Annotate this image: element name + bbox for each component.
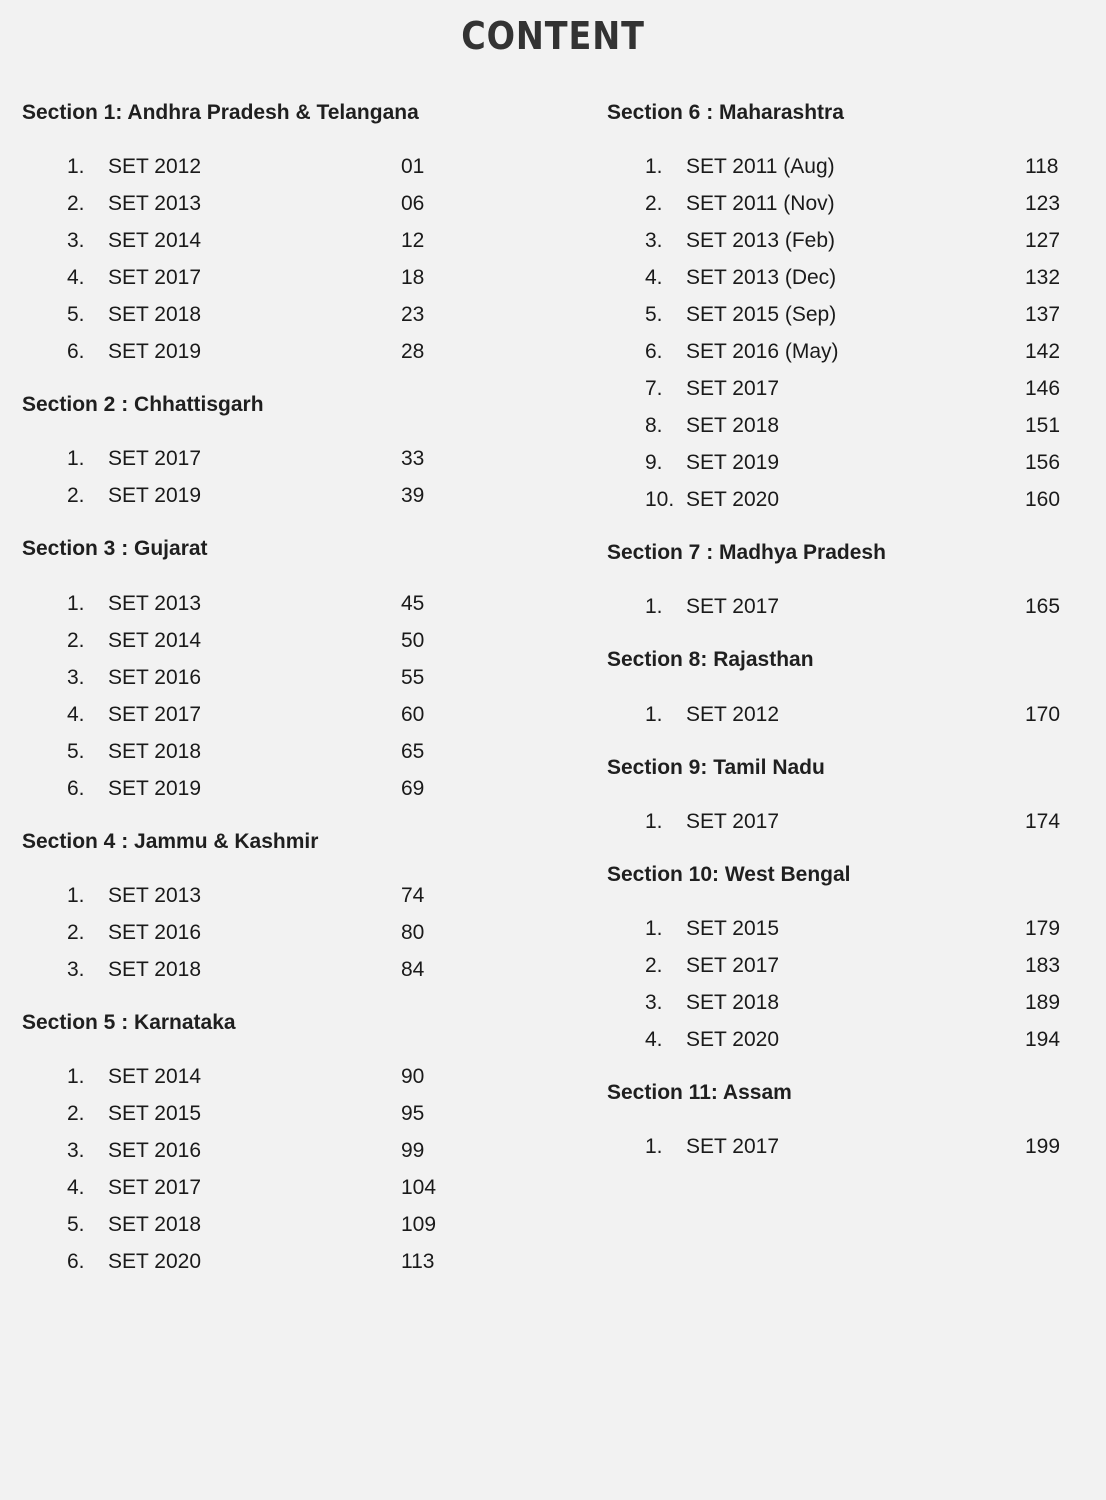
toc-entry-list bbox=[22, 585, 560, 807]
toc-entry-label: SET 2012 bbox=[108, 155, 202, 179]
toc-entry-list bbox=[607, 910, 1106, 1058]
toc-entry[interactable] bbox=[645, 296, 1106, 333]
toc-entry-list bbox=[22, 440, 560, 514]
spacer bbox=[607, 780, 1106, 803]
spacer bbox=[607, 625, 1106, 647]
toc-entry-page-number: 33 bbox=[401, 447, 425, 471]
toc-entry-page-number: 132 bbox=[1025, 266, 1061, 290]
toc-section bbox=[607, 755, 1106, 862]
toc-entry[interactable] bbox=[645, 803, 1106, 840]
toc-entry-page-number: 194 bbox=[1025, 1027, 1061, 1051]
toc-entry-page-number: 80 bbox=[401, 920, 425, 944]
spacer bbox=[607, 518, 1106, 540]
toc-entry-page-number: 50 bbox=[401, 628, 425, 652]
toc-entry-page-number: 183 bbox=[1025, 953, 1061, 977]
toc-entry[interactable] bbox=[645, 185, 1106, 222]
toc-entry[interactable] bbox=[67, 951, 560, 988]
toc-entry-page-number: 199 bbox=[1025, 1135, 1061, 1159]
toc-section bbox=[22, 536, 560, 828]
toc-entry-label: SET 2015 (Sep) bbox=[686, 303, 837, 327]
spacer bbox=[22, 370, 560, 392]
toc-entry[interactable] bbox=[67, 333, 560, 370]
toc-entry[interactable] bbox=[645, 1128, 1106, 1165]
toc-entry-number: 4. bbox=[67, 1175, 85, 1199]
toc-entry[interactable] bbox=[67, 696, 560, 733]
toc-entry[interactable] bbox=[645, 910, 1106, 947]
toc-entry-label: SET 2016 (May) bbox=[686, 340, 839, 364]
toc-entry[interactable] bbox=[67, 914, 560, 951]
toc-entry-number: 2. bbox=[67, 192, 85, 216]
content-columns bbox=[0, 58, 1106, 1280]
toc-entry[interactable] bbox=[645, 1021, 1106, 1058]
toc-entry-label: SET 2019 bbox=[108, 484, 202, 508]
toc-entry-label: SET 2015 bbox=[686, 916, 780, 940]
toc-entry[interactable] bbox=[645, 148, 1106, 185]
toc-entry-label: SET 2019 bbox=[108, 776, 202, 800]
toc-entry[interactable] bbox=[645, 481, 1106, 518]
toc-entry-label: SET 2017 bbox=[108, 702, 202, 726]
toc-entry-label: SET 2017 bbox=[686, 595, 780, 619]
toc-entry-number: 10. bbox=[645, 488, 675, 512]
spacer bbox=[607, 565, 1106, 588]
toc-entry-page-number: 165 bbox=[1025, 595, 1061, 619]
toc-entry-number: 5. bbox=[67, 1212, 85, 1236]
toc-entry[interactable] bbox=[645, 947, 1106, 984]
toc-entry-number: 2. bbox=[67, 920, 85, 944]
toc-entry-number: 6. bbox=[67, 340, 85, 364]
toc-entry[interactable] bbox=[645, 407, 1106, 444]
toc-entry-label: SET 2017 bbox=[108, 1175, 202, 1199]
toc-entry[interactable] bbox=[67, 877, 560, 914]
toc-entry-label: SET 2017 bbox=[686, 809, 780, 833]
section-heading: Section 9: Tamil Nadu bbox=[607, 755, 825, 779]
toc-entry-label: SET 2016 bbox=[108, 920, 202, 944]
toc-entry-label: SET 2017 bbox=[108, 447, 202, 471]
toc-entry-label: SET 2013 bbox=[108, 192, 202, 216]
toc-section bbox=[22, 829, 560, 1010]
toc-entry[interactable] bbox=[67, 733, 560, 770]
toc-entry-page-number: 12 bbox=[401, 229, 425, 253]
toc-entry-page-number: 118 bbox=[1025, 155, 1059, 179]
toc-entry-page-number: 95 bbox=[401, 1101, 425, 1125]
toc-section bbox=[22, 1010, 560, 1280]
spacer bbox=[607, 125, 1106, 148]
toc-entry[interactable] bbox=[67, 477, 560, 514]
toc-entry-number: 5. bbox=[67, 739, 85, 763]
toc-entry-list bbox=[607, 696, 1106, 733]
toc-entry[interactable] bbox=[67, 622, 560, 659]
section-heading: Section 5 : Karnataka bbox=[22, 1010, 236, 1034]
toc-entry-page-number: 160 bbox=[1025, 488, 1061, 512]
toc-entry-page-number: 74 bbox=[401, 883, 425, 907]
toc-entry-label: SET 2020 bbox=[686, 488, 780, 512]
toc-entry-page-number: 45 bbox=[401, 591, 425, 615]
toc-entry-label: SET 2013 bbox=[108, 591, 202, 615]
section-heading: Section 6 : Maharashtra bbox=[607, 101, 844, 124]
toc-entry-label: SET 2018 bbox=[686, 414, 780, 438]
toc-entry[interactable] bbox=[67, 222, 560, 259]
toc-entry-number: 2. bbox=[67, 628, 85, 652]
toc-entry[interactable] bbox=[645, 696, 1106, 733]
toc-entry-page-number: 156 bbox=[1025, 451, 1061, 475]
toc-entry-label: SET 2016 bbox=[108, 1138, 202, 1162]
spacer bbox=[22, 417, 560, 440]
toc-entry-page-number: 84 bbox=[401, 957, 425, 981]
toc-entry-label: SET 2020 bbox=[108, 1249, 202, 1273]
toc-entry-label: SET 2014 bbox=[108, 628, 202, 652]
toc-entry[interactable] bbox=[67, 770, 560, 807]
toc-entry-number: 6. bbox=[67, 1249, 85, 1273]
toc-entry-page-number: 189 bbox=[1025, 990, 1061, 1014]
toc-entry[interactable] bbox=[67, 1095, 560, 1132]
toc-entry-page-number: 146 bbox=[1025, 377, 1061, 401]
spacer bbox=[22, 988, 560, 1010]
toc-entry-number: 9. bbox=[645, 451, 663, 475]
toc-section bbox=[607, 647, 1106, 754]
toc-entry-label: SET 2017 bbox=[686, 377, 780, 401]
section-heading: Section 7 : Madhya Pradesh bbox=[607, 541, 886, 565]
toc-entry-number: 1. bbox=[645, 916, 663, 940]
toc-entry-label: SET 2018 bbox=[686, 990, 780, 1014]
toc-entry-label: SET 2014 bbox=[108, 229, 202, 253]
toc-entry-label: SET 2018 bbox=[108, 739, 202, 763]
toc-entry[interactable] bbox=[67, 1243, 560, 1280]
toc-entry-number: 1. bbox=[645, 702, 663, 726]
toc-entry-page-number: 174 bbox=[1025, 809, 1061, 833]
toc-entry-page-number: 109 bbox=[401, 1212, 437, 1236]
toc-entry-page-number: 99 bbox=[401, 1138, 425, 1162]
toc-entry-number: 4. bbox=[67, 702, 85, 726]
section-heading: Section 1: Andhra Pradesh & Telangana bbox=[22, 101, 419, 124]
toc-entry-page-number: 69 bbox=[401, 776, 425, 800]
toc-entry-number: 3. bbox=[67, 1138, 85, 1162]
spacer bbox=[22, 514, 560, 536]
toc-entry[interactable] bbox=[67, 1132, 560, 1169]
section-heading: Section 10: West Bengal bbox=[607, 862, 851, 886]
toc-entry-page-number: 39 bbox=[401, 484, 425, 508]
toc-entry-number: 1. bbox=[645, 1135, 663, 1159]
toc-entry-label: SET 2011 (Aug) bbox=[686, 155, 835, 179]
toc-entry-label: SET 2019 bbox=[108, 340, 202, 364]
toc-entry[interactable] bbox=[67, 1058, 560, 1095]
spacer bbox=[607, 673, 1106, 696]
toc-entry-number: 3. bbox=[67, 229, 85, 253]
toc-entry[interactable] bbox=[67, 259, 560, 296]
spacer bbox=[22, 562, 560, 585]
toc-entry-number: 2. bbox=[67, 484, 85, 508]
toc-entry[interactable] bbox=[67, 1169, 560, 1206]
content-column-right bbox=[560, 100, 1106, 1165]
toc-section bbox=[607, 100, 1106, 540]
toc-entry-number: 1. bbox=[67, 447, 85, 471]
toc-entry-label: SET 2013 (Dec) bbox=[686, 266, 837, 290]
toc-entry-page-number: 55 bbox=[401, 665, 425, 689]
spacer bbox=[607, 1058, 1106, 1080]
toc-entry-page-number: 18 bbox=[401, 266, 425, 290]
toc-entry-page-number: 01 bbox=[401, 155, 425, 179]
toc-entry-page-number: 28 bbox=[401, 340, 425, 364]
spacer bbox=[22, 1035, 560, 1058]
toc-entry-label: SET 2016 bbox=[108, 665, 202, 689]
toc-entry-list bbox=[607, 803, 1106, 840]
toc-entry-label: SET 2011 (Nov) bbox=[686, 192, 835, 216]
content-column-left bbox=[0, 100, 560, 1280]
toc-entry-number: 4. bbox=[67, 266, 85, 290]
toc-entry[interactable] bbox=[645, 333, 1106, 370]
toc-entry-label: SET 2014 bbox=[108, 1064, 202, 1088]
toc-entry-list bbox=[22, 1058, 560, 1280]
toc-section bbox=[607, 540, 1106, 647]
toc-entry-number: 2. bbox=[645, 953, 663, 977]
toc-entry[interactable] bbox=[67, 1206, 560, 1243]
toc-entry-number: 3. bbox=[67, 957, 85, 981]
toc-entry-number: 4. bbox=[645, 1027, 663, 1051]
toc-entry-label: SET 2018 bbox=[108, 303, 202, 327]
toc-entry-list bbox=[607, 588, 1106, 625]
toc-entry-list bbox=[22, 877, 560, 988]
toc-section bbox=[22, 100, 560, 392]
toc-entry[interactable] bbox=[67, 148, 560, 185]
spacer bbox=[607, 1105, 1106, 1128]
toc-entry-label: SET 2017 bbox=[686, 1135, 780, 1159]
spacer bbox=[22, 807, 560, 829]
toc-entry-number: 1. bbox=[67, 883, 85, 907]
toc-section bbox=[607, 1080, 1106, 1165]
toc-entry-number: 5. bbox=[645, 303, 663, 327]
toc-entry-page-number: 113 bbox=[401, 1249, 435, 1273]
section-heading: Section 11: Assam bbox=[607, 1080, 792, 1104]
toc-entry-list bbox=[22, 148, 560, 370]
toc-entry-number: 2. bbox=[645, 192, 663, 216]
toc-entry-number: 6. bbox=[67, 776, 85, 800]
toc-entry-number: 1. bbox=[67, 155, 85, 179]
toc-entry-number: 1. bbox=[645, 155, 663, 179]
toc-entry-page-number: 90 bbox=[401, 1064, 425, 1088]
toc-entry-page-number: 23 bbox=[401, 303, 425, 327]
spacer bbox=[607, 733, 1106, 755]
toc-entry[interactable] bbox=[645, 588, 1106, 625]
toc-entry-label: SET 2018 bbox=[108, 957, 202, 981]
toc-entry[interactable] bbox=[645, 370, 1106, 407]
toc-entry-number: 1. bbox=[67, 1064, 85, 1088]
toc-entry-page-number: 137 bbox=[1025, 303, 1061, 327]
toc-entry-page-number: 127 bbox=[1025, 229, 1061, 253]
toc-entry[interactable] bbox=[67, 440, 560, 477]
toc-entry-number: 6. bbox=[645, 340, 663, 364]
spacer bbox=[22, 125, 560, 148]
toc-entry-label: SET 2018 bbox=[108, 1212, 202, 1236]
toc-entry-page-number: 151 bbox=[1025, 414, 1061, 438]
section-heading: Section 2 : Chhattisgarh bbox=[22, 393, 264, 417]
toc-entry-label: SET 2017 bbox=[108, 266, 202, 290]
toc-entry[interactable] bbox=[67, 585, 560, 622]
toc-entry-page-number: 06 bbox=[401, 192, 425, 216]
toc-entry[interactable] bbox=[645, 259, 1106, 296]
toc-entry-number: 2. bbox=[67, 1101, 85, 1125]
toc-entry-page-number: 65 bbox=[401, 739, 425, 763]
toc-entry[interactable] bbox=[645, 444, 1106, 481]
spacer bbox=[607, 887, 1106, 910]
toc-entry-page-number: 104 bbox=[401, 1175, 437, 1199]
toc-entry-label: SET 2013 (Feb) bbox=[686, 229, 836, 253]
toc-entry-number: 8. bbox=[645, 414, 663, 438]
toc-entry-page-number: 123 bbox=[1025, 192, 1061, 216]
section-heading: Section 3 : Gujarat bbox=[22, 537, 208, 561]
toc-entry-page-number: 60 bbox=[401, 702, 425, 726]
toc-entry-number: 3. bbox=[645, 990, 663, 1014]
toc-entry-page-number: 170 bbox=[1025, 702, 1061, 726]
toc-entry-number: 5. bbox=[67, 303, 85, 327]
toc-entry-list bbox=[607, 148, 1106, 518]
section-heading: Section 4 : Jammu & Kashmir bbox=[22, 829, 319, 853]
toc-entry-number: 1. bbox=[67, 591, 85, 615]
toc-entry-label: SET 2012 bbox=[686, 702, 780, 726]
toc-entry-label: SET 2020 bbox=[686, 1027, 780, 1051]
toc-entry-number: 7. bbox=[645, 377, 663, 401]
toc-entry-number: 1. bbox=[645, 595, 663, 619]
toc-entry-label: SET 2013 bbox=[108, 883, 202, 907]
toc-entry-number: 3. bbox=[645, 229, 663, 253]
toc-entry-label: SET 2015 bbox=[108, 1101, 202, 1125]
page-title: CONTENT bbox=[461, 14, 645, 58]
toc-entry-list bbox=[607, 1128, 1106, 1165]
toc-entry[interactable] bbox=[645, 984, 1106, 1021]
spacer bbox=[607, 840, 1106, 862]
toc-entry-number: 1. bbox=[645, 809, 663, 833]
toc-entry[interactable] bbox=[67, 185, 560, 222]
toc-entry-page-number: 142 bbox=[1025, 340, 1061, 364]
spacer bbox=[22, 854, 560, 877]
toc-section bbox=[607, 862, 1106, 1080]
toc-entry-number: 3. bbox=[67, 665, 85, 689]
toc-entry-number: 4. bbox=[645, 266, 663, 290]
toc-entry-page-number: 179 bbox=[1025, 916, 1061, 940]
toc-entry[interactable] bbox=[645, 222, 1106, 259]
toc-entry-label: SET 2019 bbox=[686, 451, 780, 475]
section-heading: Section 8: Rajasthan bbox=[607, 648, 814, 672]
toc-entry[interactable] bbox=[67, 296, 560, 333]
toc-entry-label: SET 2017 bbox=[686, 953, 780, 977]
toc-entry[interactable] bbox=[67, 659, 560, 696]
toc-section bbox=[22, 392, 560, 536]
